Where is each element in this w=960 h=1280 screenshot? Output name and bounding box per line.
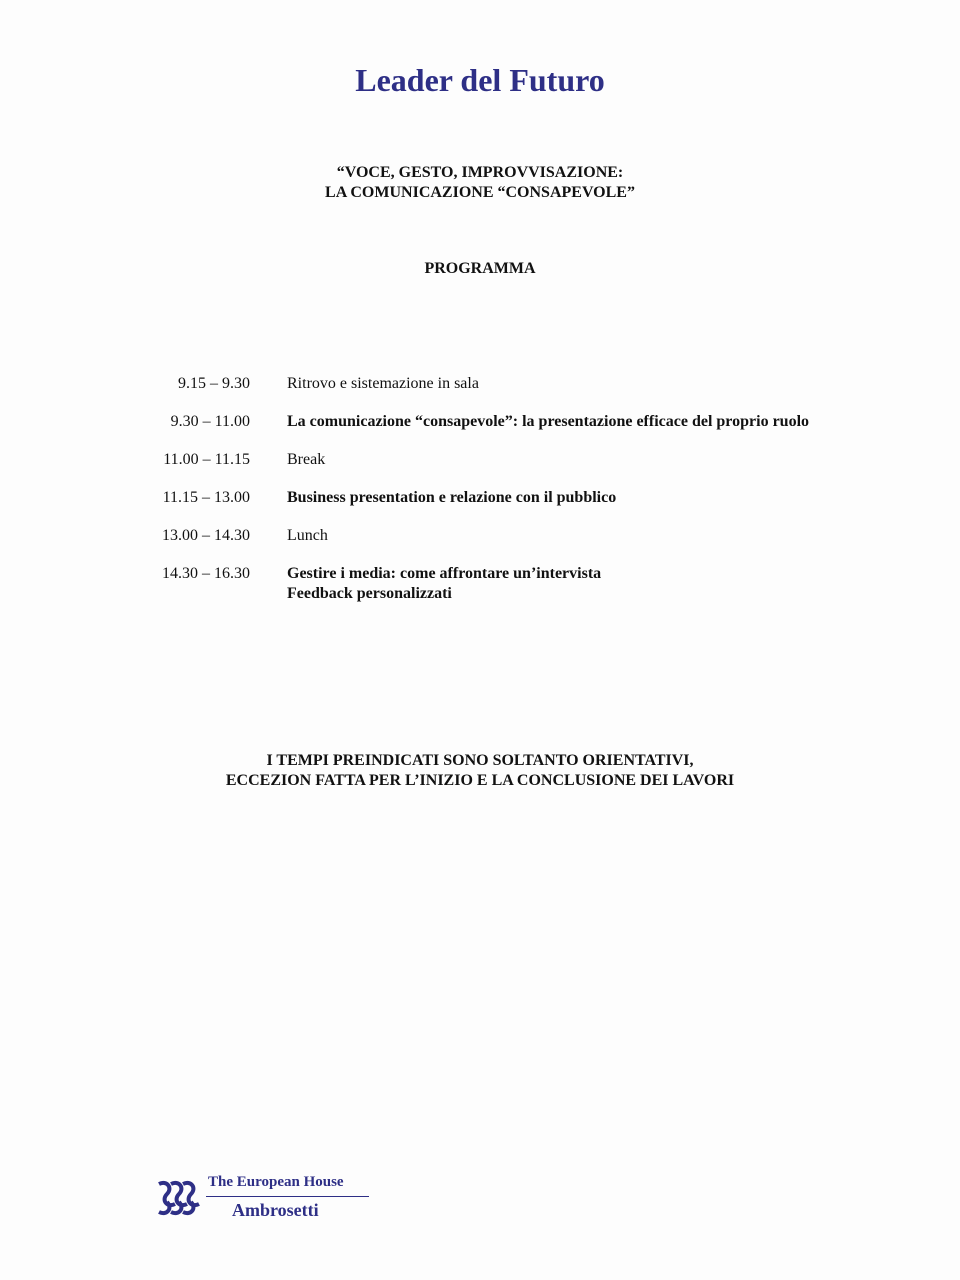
schedule-description [287,450,910,470]
subtitle-line-1: “VOCE, GESTO, IMPROVVISAZIONE: [336,164,624,181]
schedule-table [150,374,910,622]
logo-divider [206,1196,369,1197]
schedule-row [150,564,910,604]
schedule-description-line: Break [287,451,326,468]
schedule-description-line: Business presentation e relazione con il pubblico [287,489,617,506]
schedule-description-line: Gestire i media: come affrontare un’intervista [287,565,602,582]
schedule-time: 11.00 – 11.15 [163,451,250,468]
document-title: Leader del Futuro [355,62,605,98]
schedule-description [287,526,910,546]
schedule-description-line: Feedback personalizzati [287,585,452,602]
schedule-description [287,564,910,604]
section-heading: PROGRAMMA [424,260,536,277]
schedule-description-line: Ritrovo e sistemazione in sala [287,375,479,392]
document-subtitle [0,163,960,203]
notice-line-2: ECCEZION FATTA PER L’INIZIO E LA CONCLUSIONE DEI LAVORI [225,772,735,789]
notice-line-1: I TEMPI PREINDICATI SONO SOLTANTO ORIENTATIVI, [266,752,694,769]
schedule-description [287,412,910,432]
schedule-time: 13.00 – 14.30 [162,527,250,544]
logo-text-line-2: Ambrosetti [232,1200,319,1220]
schedule-description [287,374,910,394]
logo-text-line-1: The European House [208,1174,344,1190]
schedule-time: 9.15 – 9.30 [178,375,250,392]
timing-notice [0,751,960,791]
schedule-row [150,526,910,546]
schedule-time: 9.30 – 11.00 [170,413,250,430]
subtitle-line-2: LA COMUNICAZIONE “CONSAPEVOLE” [325,184,635,201]
schedule-description-line: La comunicazione “consapevole”: la presentazione efficace del proprio ruolo [287,413,810,430]
schedule-row [150,374,910,394]
schedule-row [150,450,910,470]
schedule-row [150,488,910,508]
schedule-description [287,488,910,508]
schedule-row [150,412,910,432]
company-logo [155,1172,385,1222]
schedule-description-line: Lunch [287,527,328,544]
schedule-time: 11.15 – 13.00 [162,489,250,506]
ambrosetti-logo-icon [155,1178,203,1218]
schedule-time: 14.30 – 16.30 [162,565,250,582]
